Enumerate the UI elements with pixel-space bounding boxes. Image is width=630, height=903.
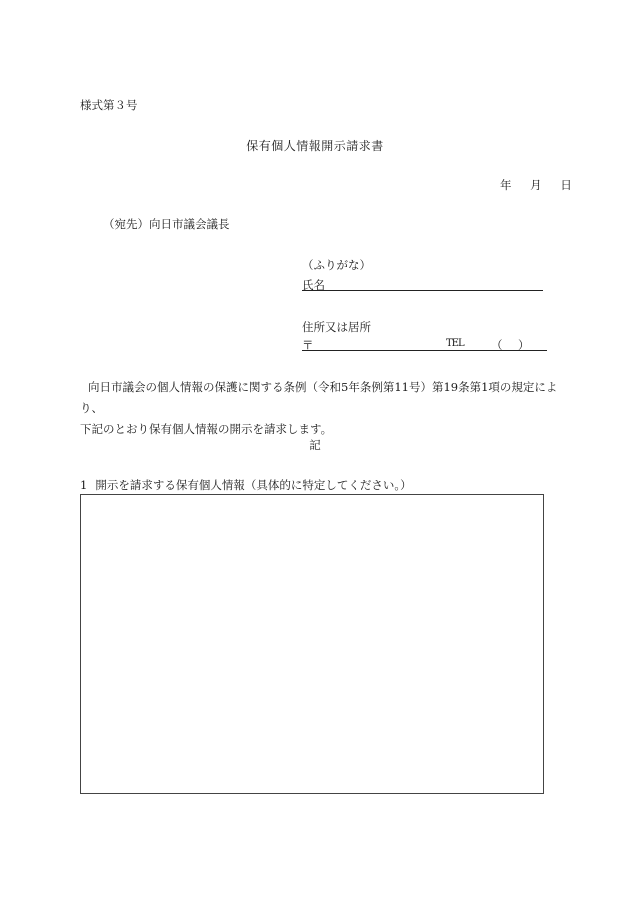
date-year-label: 年	[500, 178, 512, 192]
requested-info-box[interactable]	[80, 494, 544, 794]
request-statement-line-1: 向日市議会の個人情報の保護に関する条例（令和5年条例第11号）第19条第1項の規定により、	[80, 380, 558, 415]
form-number: 様式第３号	[80, 98, 138, 112]
item-1-heading	[80, 477, 412, 493]
item-1-number: 1	[80, 478, 88, 492]
address-field-line	[302, 350, 547, 351]
document-title: 保有個人情報開示請求書	[246, 139, 384, 153]
furigana-label: （ふりがな）	[302, 258, 371, 272]
tel-area-paren-close: ）	[518, 338, 530, 352]
name-field-line	[302, 290, 543, 291]
addressee: （宛先）向日市議会議長	[103, 217, 230, 231]
item-1-label: 開示を請求する保有個人情報（具体的に特定してください。）	[95, 478, 412, 492]
postal-mark: 〒	[302, 338, 314, 352]
date-month-label: 月	[530, 178, 542, 192]
tel-area-paren-open: （	[491, 338, 503, 352]
address-label: 住所又は居所	[302, 320, 371, 334]
request-statement	[80, 377, 560, 440]
ki-heading: 記	[309, 438, 321, 452]
name-label: 氏名	[302, 278, 325, 292]
tel-label: TEL	[446, 338, 464, 349]
date-day-label: 日	[560, 178, 572, 192]
date-line	[500, 177, 572, 193]
request-statement-line-2: 下記のとおり保有個人情報の開示を請求します。	[80, 422, 333, 436]
